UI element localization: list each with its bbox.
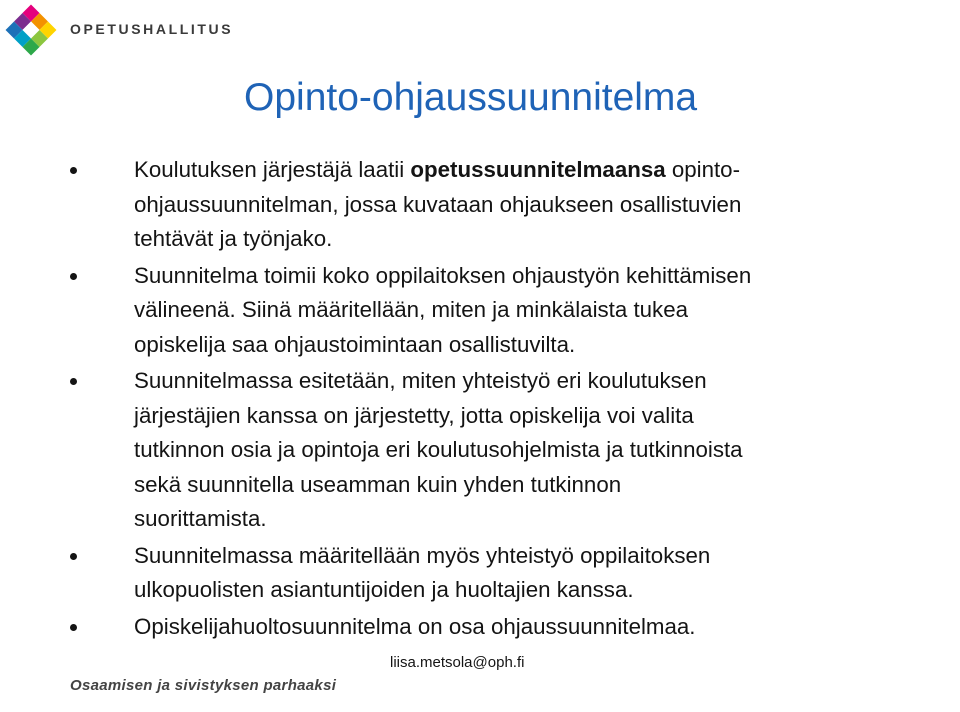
footer-email: liisa.metsola@oph.fi <box>390 654 525 671</box>
bullet-item <box>134 539 934 608</box>
bullet-line: Suunnitelmassa esitetään, miten yhteistyö eri koulutuksen <box>134 368 707 393</box>
bullet-dot-icon <box>70 167 77 174</box>
bullet-bold-text: opetussuunnitelmaansa <box>410 157 666 182</box>
bullet-line: sekä suunnitella useamman kuin yhden tutkinnon <box>134 471 622 497</box>
bullet-dot-icon <box>70 624 77 631</box>
bullet-line: tutkinnon osia ja opintoja eri koulutusohjelmista ja tutkinnoista <box>134 437 743 462</box>
bullet-line: ulkopuolisten asiantuntijoiden ja huoltajien kanssa. <box>134 577 634 602</box>
bullet-text: Koulutuksen järjestäjä laatii <box>134 157 411 182</box>
bullet-list <box>134 153 934 644</box>
bullet-line: Opiskelijahuoltosuunnitelma on osa ohjaussuunnitelmaa. <box>134 613 696 639</box>
bullet-item <box>134 153 934 257</box>
bullet-line: tehtävät ja työnjako. <box>134 226 333 251</box>
bullet-dot-icon <box>70 273 77 280</box>
bullet-item <box>134 259 934 363</box>
bullet-line: suorittamista. <box>134 506 267 531</box>
bullet-dot-icon <box>70 553 77 560</box>
bullet-line: Suunnitelmassa määritellään myös yhteistyö oppilaitoksen <box>134 542 711 568</box>
bullet-item <box>134 364 934 537</box>
slide-title: Opinto-ohjaussuunnitelma <box>244 76 698 119</box>
bullet-line: opiskelija saa ohjaustoimintaan osallistuvilta. <box>134 331 576 357</box>
bullet-line: välineenä. Siinä määritellään, miten ja minkälaista tukea <box>134 297 689 322</box>
org-name: OPETUSHALLITUS <box>70 21 234 37</box>
bullet-line <box>134 153 934 188</box>
footer-slogan: Osaamisen ja sivistyksen parhaaksi <box>70 677 337 694</box>
bullet-dot-icon <box>70 378 77 385</box>
bullet-text: opinto- <box>665 157 741 182</box>
bullet-item <box>134 610 934 645</box>
bullet-line: ohjaussuunnitelman, jossa kuvataan ohjaukseen osallistuvien <box>134 191 742 217</box>
bullet-line: järjestäjien kanssa on järjestetty, jotta opiskelija voi valita <box>134 402 694 428</box>
opetushallitus-logo-icon <box>4 3 58 57</box>
bullet-line: Suunnitelma toimii koko oppilaitoksen ohjaustyön kehittämisen <box>134 262 752 288</box>
